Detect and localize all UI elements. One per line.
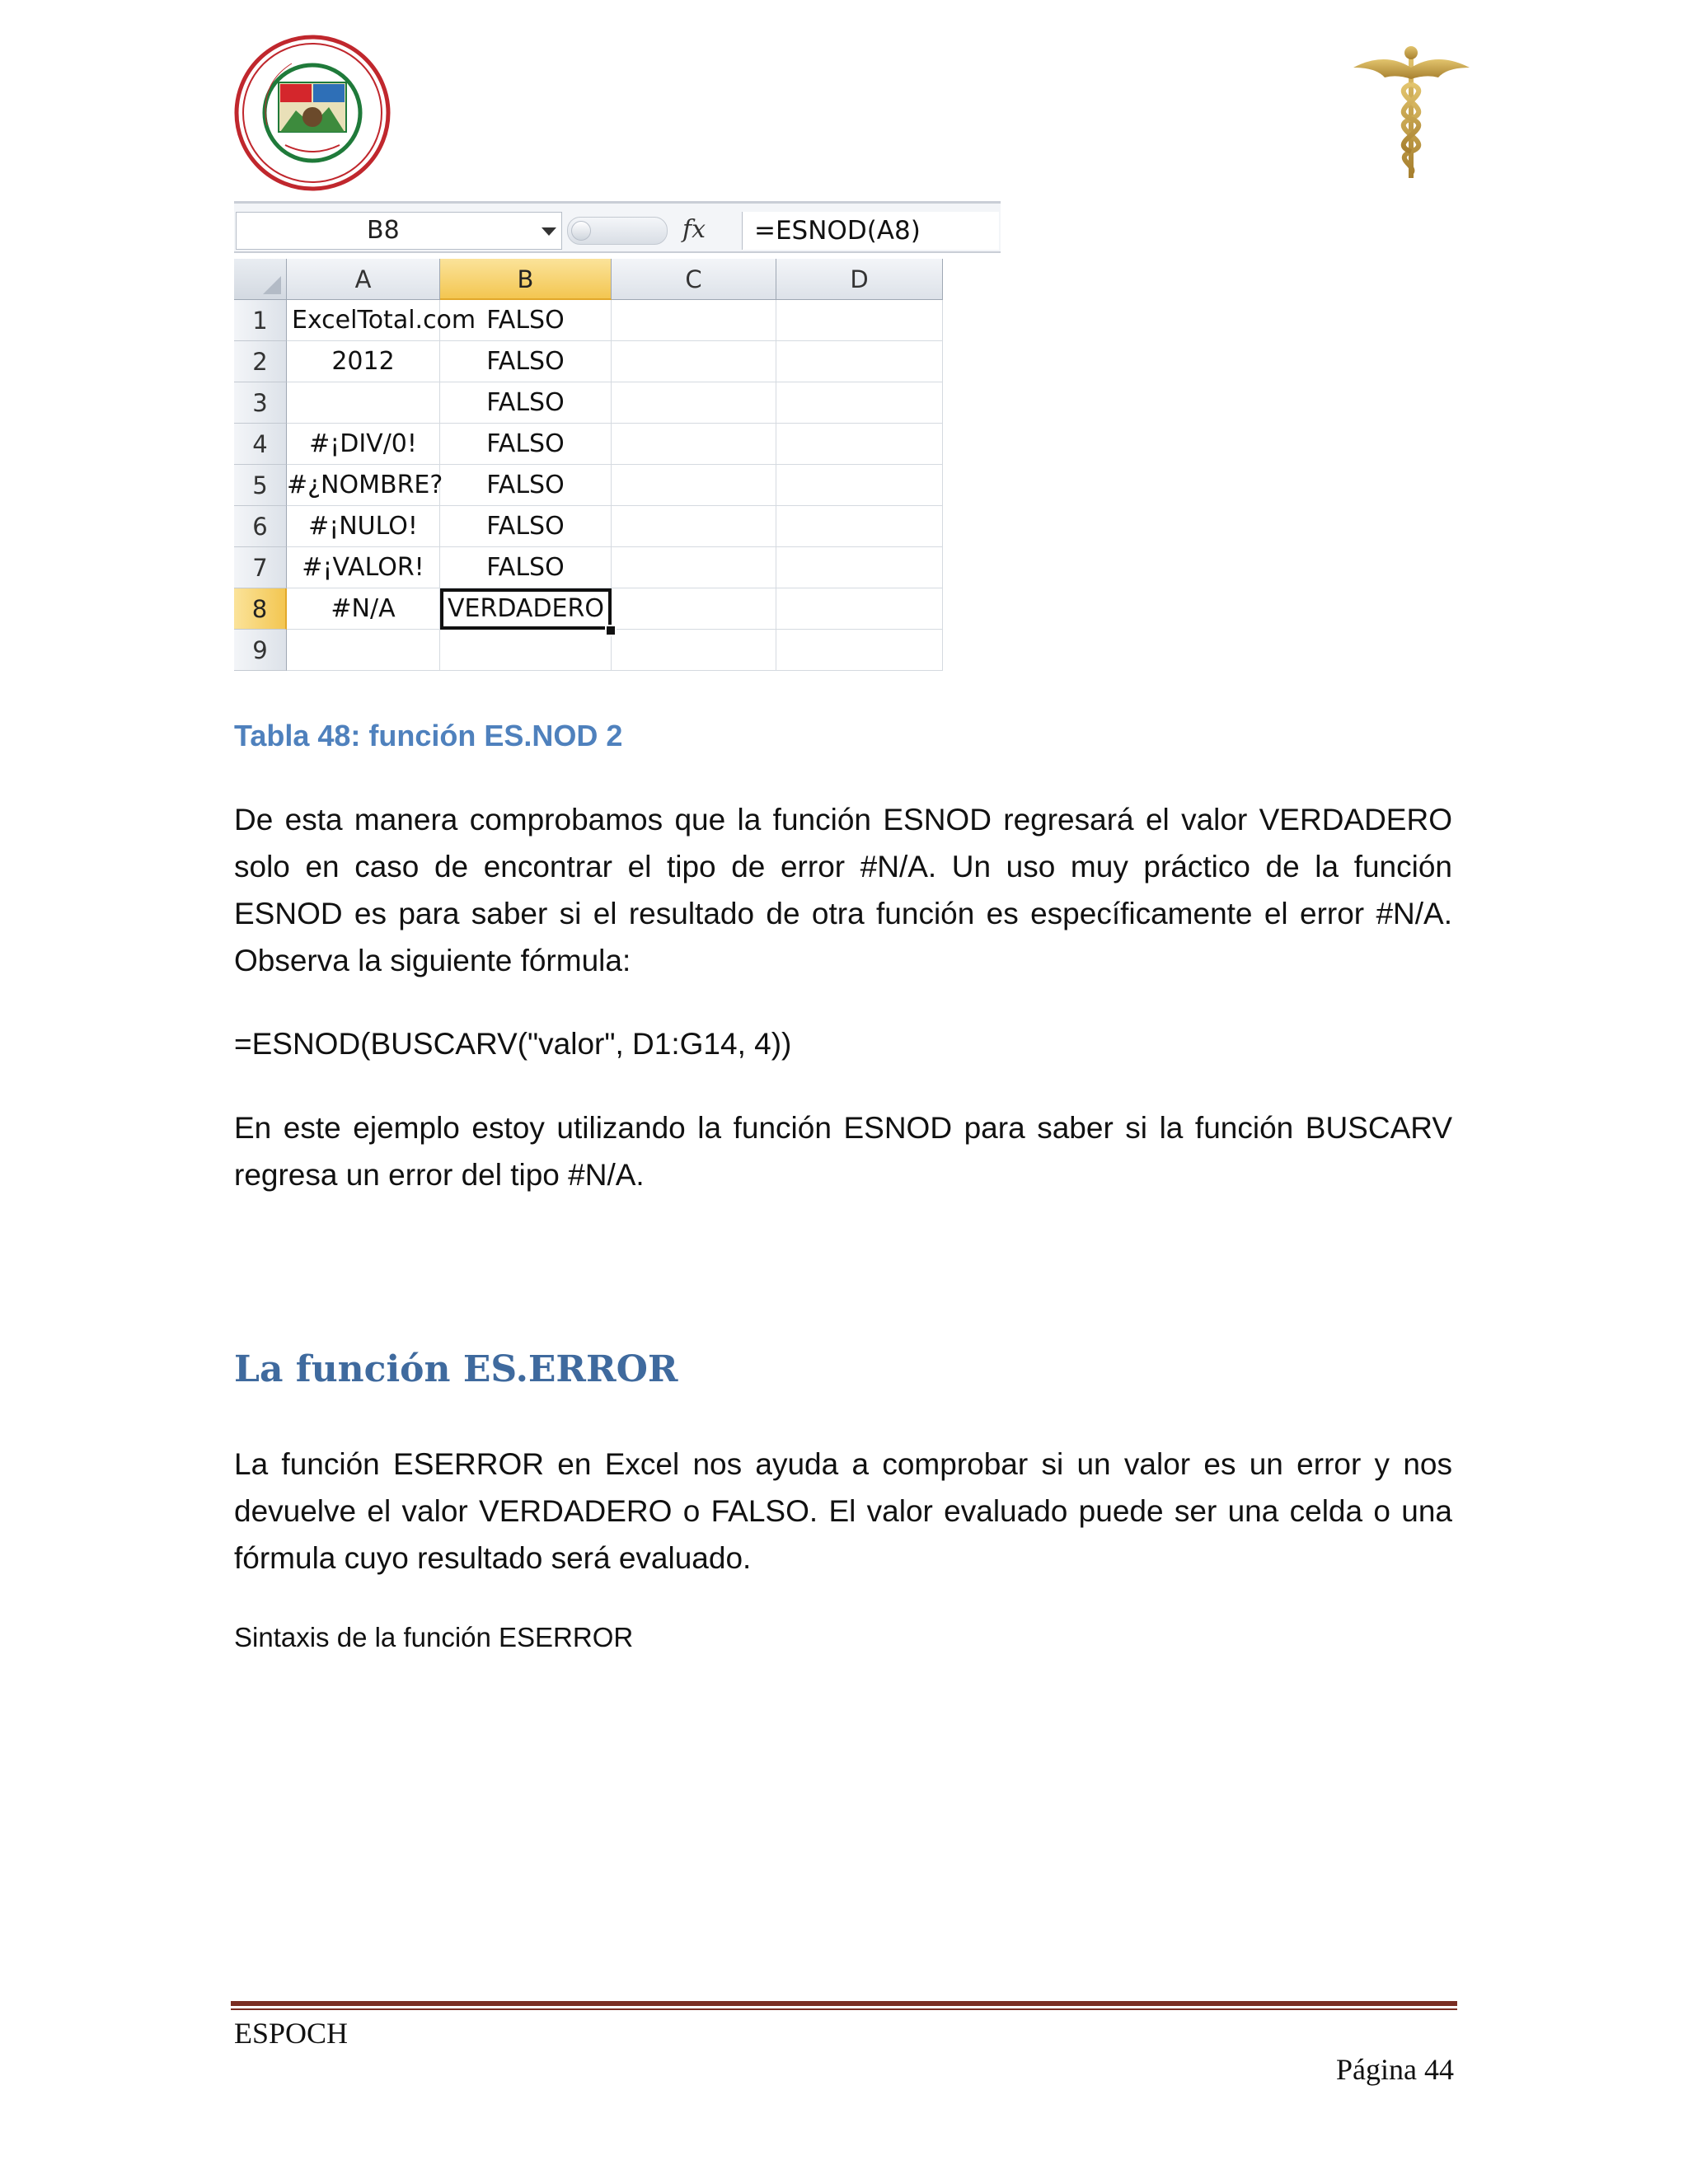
section-heading: La función ES.ERROR	[234, 1348, 678, 1390]
syntax-label: Sintaxis de la función ESERROR	[234, 1622, 634, 1652]
espoch-seal-icon	[234, 35, 391, 191]
caduceus-icon	[1352, 43, 1471, 183]
cell-d2[interactable]	[776, 341, 943, 382]
fill-handle[interactable]	[605, 625, 617, 636]
cell-d4[interactable]	[776, 424, 943, 465]
cell-d1[interactable]	[776, 300, 943, 341]
chevron-down-icon[interactable]	[542, 227, 556, 236]
cell-c4[interactable]	[612, 424, 776, 465]
cell-b6[interactable]: FALSO	[440, 506, 612, 547]
cell-a7[interactable]: #¡VALOR!	[287, 547, 440, 588]
name-box[interactable]	[236, 212, 562, 250]
cell-c2[interactable]	[612, 341, 776, 382]
name-box-value: B8	[367, 216, 400, 245]
column-header-a[interactable]: A	[287, 259, 440, 300]
row-header[interactable]: 7	[234, 547, 287, 588]
formula-example: =ESNOD(BUSCARV("valor", D1:G14, 4))	[234, 1027, 792, 1061]
cell-d9[interactable]	[776, 630, 943, 671]
paragraph-esnod-example: En este ejemplo estoy utilizando la función ESNOD para saber si la función BUSCARV regresa un error del tipo #N/A.	[234, 1111, 1452, 1192]
cell-a4[interactable]: #¡DIV/0!	[287, 424, 440, 465]
cell-c5[interactable]	[612, 465, 776, 506]
cell-d5[interactable]	[776, 465, 943, 506]
cell-a8[interactable]: #N/A	[287, 588, 440, 630]
fx-icon[interactable]: fx	[682, 215, 706, 244]
row-header[interactable]: 4	[234, 424, 287, 465]
select-all-corner[interactable]	[234, 259, 287, 300]
cell-d3[interactable]	[776, 382, 943, 424]
cell-b4[interactable]: FALSO	[440, 424, 612, 465]
table-caption: Tabla 48: función ES.NOD 2	[234, 719, 623, 752]
cell-a1[interactable]: ExcelTotal.com	[287, 300, 440, 341]
row-header[interactable]: 2	[234, 341, 287, 382]
cell-a9[interactable]	[287, 630, 440, 671]
row-header[interactable]: 8	[234, 588, 287, 630]
row-header[interactable]: 9	[234, 630, 287, 671]
cell-c3[interactable]	[612, 382, 776, 424]
column-header-c[interactable]: C	[612, 259, 776, 300]
row-header[interactable]: 3	[234, 382, 287, 424]
cell-d8[interactable]	[776, 588, 943, 630]
cell-c9[interactable]	[612, 630, 776, 671]
cell-a5[interactable]: #¿NOMBRE?	[287, 465, 440, 506]
column-header-d[interactable]: D	[776, 259, 943, 300]
cell-a2[interactable]: 2012	[287, 341, 440, 382]
cell-a6[interactable]: #¡NULO!	[287, 506, 440, 547]
footer-rule	[231, 2001, 1457, 2006]
cell-b3[interactable]: FALSO	[440, 382, 612, 424]
cell-d7[interactable]	[776, 547, 943, 588]
active-cell-b8[interactable]: VERDADERO	[440, 588, 612, 630]
footer-institution: ESPOCH	[234, 2017, 349, 2050]
cell-b1[interactable]: FALSO	[440, 300, 612, 341]
cell-c1[interactable]	[612, 300, 776, 341]
cell-c6[interactable]	[612, 506, 776, 547]
cell-b5[interactable]: FALSO	[440, 465, 612, 506]
cell-d6[interactable]	[776, 506, 943, 547]
cell-b7[interactable]: FALSO	[440, 547, 612, 588]
cell-b2[interactable]: FALSO	[440, 341, 612, 382]
cell-a3[interactable]	[287, 382, 440, 424]
formula-bar	[234, 201, 1001, 253]
formula-input[interactable]: =ESNOD(A8)	[742, 212, 999, 250]
column-header-b[interactable]: B	[440, 259, 612, 300]
paragraph-eserror-description: La función ESERROR en Excel nos ayuda a comprobar si un valor es un error y nos devuelve el valor VERDADERO o FALSO. El valor evaluado puede ser una celda o una fórmula cuyo resultado será evaluado.	[234, 1447, 1452, 1575]
cell-b9[interactable]	[440, 630, 612, 671]
cell-c7[interactable]	[612, 547, 776, 588]
row-header[interactable]: 5	[234, 465, 287, 506]
row-header[interactable]: 6	[234, 506, 287, 547]
spreadsheet-grid	[234, 259, 1001, 674]
footer-rule-thin	[231, 2008, 1457, 2010]
paragraph-esnod-explanation: De esta manera comprobamos que la función ESNOD regresará el valor VERDADERO solo en caso de encontrar el tipo de error #N/A. Un uso muy práctico de la función ESNOD es para saber si el resultado de otra función es específicamente el error #N/A. Observa la siguiente fórmula:	[234, 803, 1452, 977]
excel-screenshot	[234, 196, 1001, 674]
cell-c8[interactable]	[612, 588, 776, 630]
row-header[interactable]: 1	[234, 300, 287, 341]
formula-bar-splitter[interactable]	[567, 217, 668, 245]
page-number: Página 44	[1336, 2053, 1454, 2086]
